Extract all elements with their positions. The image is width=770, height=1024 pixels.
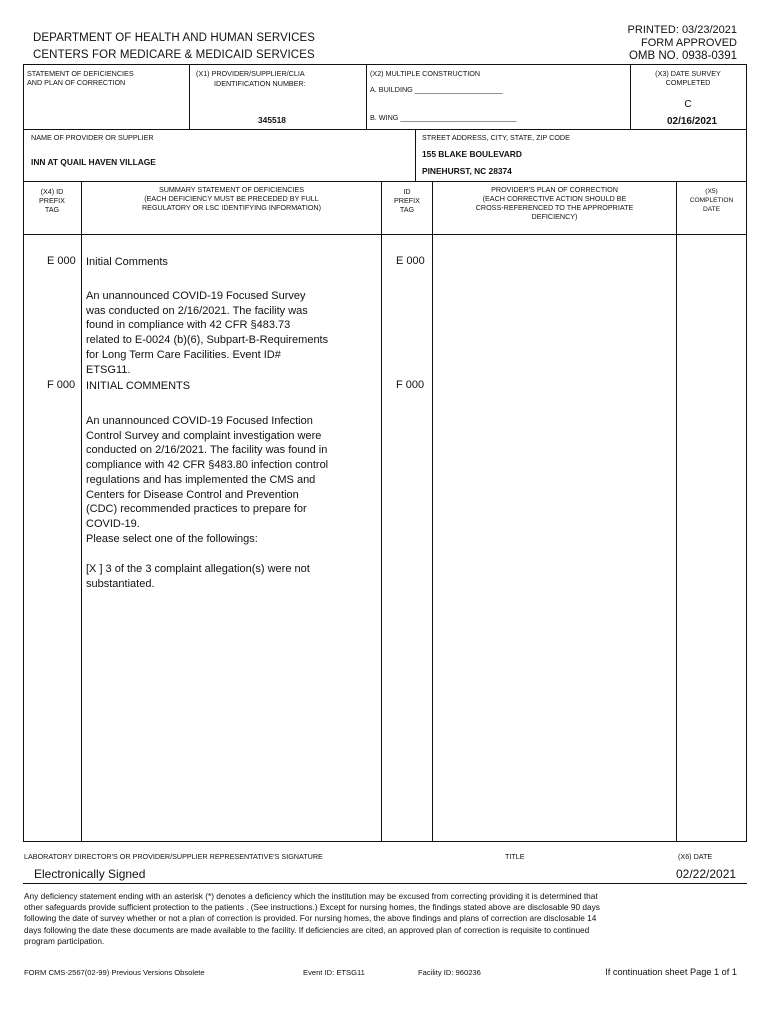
f000-body: An unannounced COVID-19 Focused Infection Control Survey and complaint investigation were conducted on 2/16/2021. The facility was found in compliance with 42 CFR §483.80 infection control regulations and has implemented the CMS and Centers for Disease Control and Prevention (CDC) recommended practices to prepare for COVID-19. Please select one of the followings: xyxy=(86,415,329,545)
table-bottom-rule xyxy=(23,841,747,842)
title-label: TITLE xyxy=(505,852,525,861)
x1-label-2: IDENTIFICATION NUMBER: xyxy=(214,79,306,88)
f000-complaint-selection: [X ] 3 of the 3 complaint allegation(s) were not substantiated. xyxy=(86,563,310,590)
signature-value: Electronically Signed xyxy=(34,867,146,881)
department-title: DEPARTMENT OF HEALTH AND HUMAN SERVICES xyxy=(33,32,316,44)
x2-label: (X2) MULTIPLE CONSTRUCTION xyxy=(370,69,481,78)
survey-date: 02/16/2021 xyxy=(666,116,718,127)
omb-number: OMB NO. 0938-0391 xyxy=(628,50,737,62)
col-line-3 xyxy=(432,181,433,842)
facility-id: Facility ID: 960236 xyxy=(418,968,481,977)
survey-code: C xyxy=(684,99,692,110)
event-id: Event ID: ETSG11 xyxy=(303,968,365,977)
f000-prefix-tag: F 000 xyxy=(47,379,76,391)
row-divider-1 xyxy=(23,129,747,130)
building-field: A. BUILDING ______________________ xyxy=(370,85,503,94)
x5-header: (X5) COMPLETION DATE xyxy=(689,188,734,213)
signature-date: 02/22/2021 xyxy=(676,867,737,881)
signature-label: LABORATORY DIRECTOR'S OR PROVIDER/SUPPLIER REPRESENTATIVE'S SIGNATURE xyxy=(24,852,323,861)
page-indicator: If continuation sheet Page 1 of 1 xyxy=(605,967,737,977)
address-line-2: PINEHURST, NC 28374 xyxy=(422,166,512,176)
col-line-1 xyxy=(81,181,82,842)
e000-prefix-tag: E 000 xyxy=(47,255,76,267)
agency-title: CENTERS FOR MEDICARE & MEDICAID SERVICES xyxy=(33,49,315,61)
x3-label-1: (X3) DATE SURVEY xyxy=(655,69,721,78)
form-id: FORM CMS-2567(02-99) Previous Versions Obsolete xyxy=(24,968,205,977)
printed-date: PRINTED: 03/23/2021 xyxy=(627,24,737,36)
col-line-2 xyxy=(381,181,382,842)
x1-divider xyxy=(189,64,190,130)
provider-name-label: NAME OF PROVIDER OR SUPPLIER xyxy=(31,133,154,142)
x1-label-1: (X1) PROVIDER/SUPPLIER/CLIA xyxy=(196,69,305,78)
provider-id-number: 345518 xyxy=(258,115,286,125)
id-header: ID PREFIX TAG xyxy=(394,187,420,214)
signature-bottom-rule xyxy=(23,883,747,884)
statement-label-1: STATEMENT OF DEFICIENCIES xyxy=(27,69,134,78)
x4-header: (X4) ID PREFIX TAG xyxy=(39,187,65,214)
statement-label-2: AND PLAN OF CORRECTION xyxy=(27,78,126,87)
column-header-rule xyxy=(23,234,747,235)
disclaimer-text: Any deficiency statement ending with an asterisk (*) denotes a deficiency which the institution may be excused from correcting providing it is determined that other safeguards provide sufficient protection to the patients . (See instructions.) Except for nursing homes, the findings stated above are disclosable 90 days following the date of survey whether or not a plan of correction is provided. For nursing homes, the above findings and plans of correction are disclosable 14 days following the date these documents are made available to the facility. If deficiencies are cited, an approved plan of correction is requisite to continued program participation. xyxy=(24,891,600,946)
x2-divider xyxy=(366,64,367,130)
form-approved: FORM APPROVED xyxy=(641,37,737,49)
address-line-1: 155 BLAKE BOULEVARD xyxy=(422,149,522,159)
summary-header: SUMMARY STATEMENT OF DEFICIENCIES (EACH DEFICIENCY MUST BE PRECEDED BY FULL REGULATORY OR LSC IDENTIFYING INFORMATION) xyxy=(141,185,322,212)
row-divider-2 xyxy=(23,181,747,182)
x3-label-2: COMPLETED xyxy=(665,78,711,87)
plan-header: PROVIDER'S PLAN OF CORRECTION (EACH CORRECTIVE ACTION SHOULD BE CROSS-REFERENCED TO THE APPROPRIATE DEFICIENCY) xyxy=(475,185,634,221)
e000-body: An unannounced COVID-19 Focused Survey was conducted on 2/16/2021. The facility was found in compliance with 42 CFR §483.73 related to E-0024 (b)(6), Subpart-B-Requirements for Long Term Care Facilities. Event ID# ETSG11. xyxy=(86,290,329,376)
e000-title: Initial Comments xyxy=(86,256,168,268)
e000-id-tag: E 000 xyxy=(396,255,425,267)
address-label: STREET ADDRESS, CITY, STATE, ZIP CODE xyxy=(422,133,570,142)
f000-id-tag: F 000 xyxy=(396,379,425,391)
f000-title: INITIAL COMMENTS xyxy=(86,380,191,392)
x3-divider xyxy=(630,64,631,130)
address-divider xyxy=(415,129,416,182)
top-rule xyxy=(23,64,747,65)
col-line-4 xyxy=(676,181,677,842)
signature-date-label: (X6) DATE xyxy=(678,852,713,861)
wing-field: B. WING _____________________________ xyxy=(370,113,517,122)
provider-name: INN AT QUAIL HAVEN VILLAGE xyxy=(31,157,156,167)
